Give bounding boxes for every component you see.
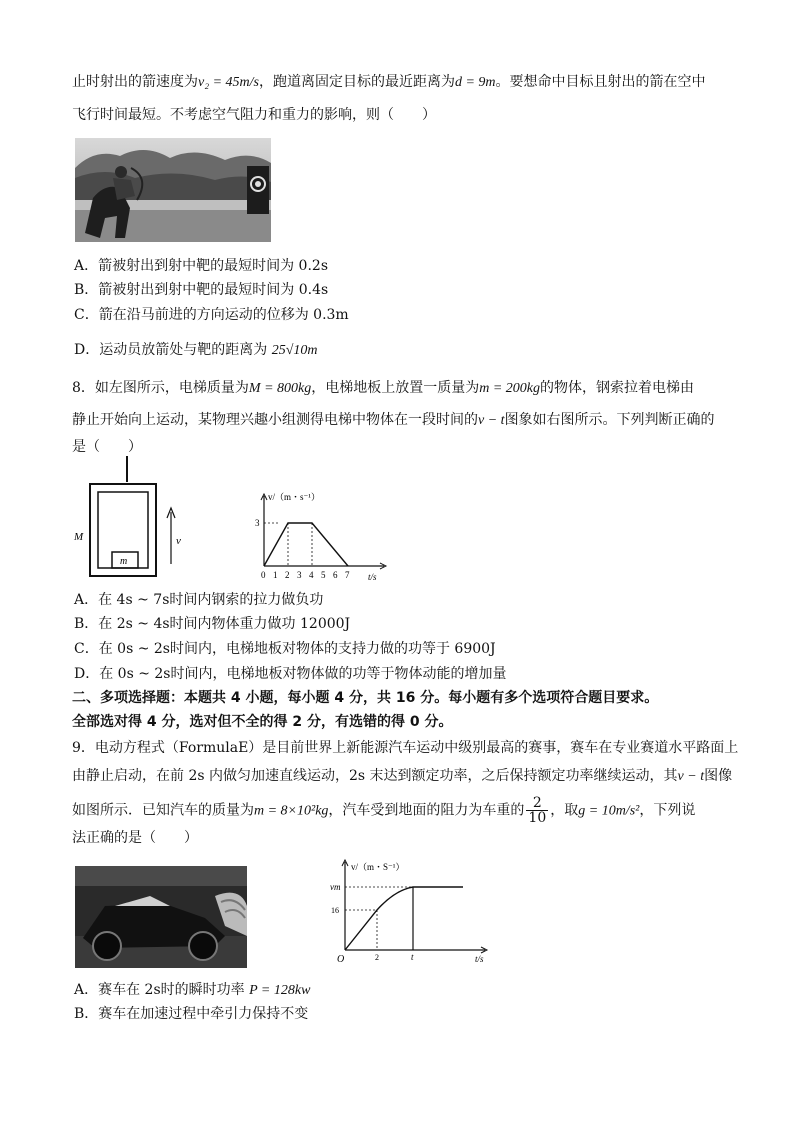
x-tick-6: 6 <box>333 570 338 580</box>
q9-text: 由静止启动，在前 2s 内做匀加速直线运动，2s 末达到额定功率，之后保持额定功率继续运动，其 <box>72 768 678 784</box>
q8-vt: v − t <box>478 413 505 428</box>
x-tick-4: 4 <box>309 570 314 580</box>
y-tick-3: 3 <box>255 518 260 528</box>
q7-option-d-text: D．运动员放箭处与靶的距离为 <box>74 342 268 358</box>
q8-line-1 <box>72 378 694 399</box>
q7-option-b: B．箭被射出到射中靶的最短时间为 0.4s <box>74 282 329 298</box>
q9-option-a <box>74 980 310 1001</box>
q8-vt-chart <box>250 488 390 584</box>
object-label: m <box>120 556 128 567</box>
q8-option-d: D．在 0s ~ 2s时间内，电梯地板对物体做的功等于物体动能的增加量 <box>74 666 507 682</box>
section2-subheading: 全部选对得 4 分，选对但不全的得 2 分，有选错的得 0 分。 <box>72 714 453 730</box>
fraction-denominator: 10 <box>528 810 547 826</box>
q7-text: ，跑道离固定目标的最近距离为 <box>258 74 455 90</box>
y-tick-16: 16 <box>331 906 339 915</box>
q9-text: 图像 <box>704 768 733 784</box>
q7-v2: v₂ = 45m/s <box>198 75 259 90</box>
q7-text: 止时射出的箭速度为 <box>72 74 198 90</box>
q9-line-2 <box>72 766 732 787</box>
archer-photo <box>75 138 271 242</box>
q7-option-d <box>74 340 317 361</box>
origin-label: O <box>337 954 345 965</box>
q9-line-1: 9．电动方程式（FormulaE）是目前世界上新能源汽车运动中级别最高的赛事，赛车在专业赛道水平路面上 <box>72 740 739 756</box>
section2-heading: 二、多项选择题：本题共 4 小题，每小题 4 分，共 16 分。每小题有多个选项符合题目要求。 <box>72 690 659 706</box>
q9-line-4: 法正确的是（ ） <box>72 830 198 846</box>
q9-option-a-expr: P = 128kw <box>249 983 311 998</box>
x-tick-3: 3 <box>297 570 302 580</box>
race-car-photo <box>75 866 247 968</box>
elevator-diagram <box>70 456 200 586</box>
q7-text: 。要想命中目标且射出的箭在空中 <box>495 74 706 90</box>
q9-option-a-text: A．赛车在 2s时的瞬时功率 <box>74 982 245 998</box>
y-axis-label: v/（m・S⁻¹） <box>351 862 405 872</box>
q9-text: ，下列说 <box>639 802 696 819</box>
y-axis-label: v/（m・s⁻¹） <box>268 492 320 502</box>
y-tick-vm: vm <box>330 882 341 892</box>
q9-g: g = 10m/s² <box>578 803 640 819</box>
q8-option-c: C．在 0s ~ 2s时间内，电梯地板对物体的支持力做的功等于 6900J <box>74 641 496 657</box>
x-tick-1: 1 <box>273 570 278 580</box>
x-tick-t: t <box>411 952 414 962</box>
q7-option-c: C．箭在沿马前进的方向运动的位移为 0.3m <box>74 307 349 323</box>
x-tick-0: 0 <box>261 570 266 580</box>
q8-text: 图象如右图所示。下列判断正确的 <box>504 412 715 428</box>
q9-mass: m = 8×10²kg <box>254 803 329 819</box>
x-tick-2: 2 <box>285 570 290 580</box>
x-tick-5: 5 <box>321 570 326 580</box>
q9-text: 如图所示．已知汽车的质量为 <box>72 802 254 819</box>
q9-option-b: B．赛车在加速过程中牵引力保持不变 <box>74 1006 309 1022</box>
q9-line-3 <box>72 796 695 825</box>
q7-option-a: A．箭被射出到射中靶的最短时间为 0.2s <box>74 258 329 274</box>
q8-option-a: A．在 4s ~ 7s时间内钢索的拉力做负功 <box>74 592 324 608</box>
q9-text: ，汽车受到地面的阻力为车重的 <box>328 802 525 819</box>
x-axis-label: t/s <box>368 572 377 582</box>
q8-text: 8．如左图所示，电梯质量为 <box>72 380 249 396</box>
vt-line <box>264 523 348 566</box>
q8-M: M = 800kg <box>248 381 312 396</box>
q9-vt: v − t <box>677 769 705 784</box>
fraction-numerator: 2 <box>526 796 548 811</box>
q8-text: 的物体，钢索拉着电梯由 <box>540 380 695 396</box>
q7-d: d = 9m <box>454 75 496 90</box>
vt-curve <box>345 887 463 950</box>
velocity-label: v <box>176 535 181 547</box>
q8-m: m = 200kg <box>479 381 541 396</box>
q9-vt-chart <box>325 856 495 966</box>
q7-line-1 <box>72 72 706 93</box>
q8-text: ，电梯地板上放置一质量为 <box>311 380 480 396</box>
x-tick-7: 7 <box>345 570 350 580</box>
q9-fraction <box>526 796 548 825</box>
q8-option-b: B．在 2s ~ 4s时间内物体重力做功 12000J <box>74 616 351 632</box>
elevator-label: M <box>74 531 84 543</box>
x-axis-label: t/s <box>475 954 484 964</box>
q8-line-3: 是（ ） <box>72 439 142 455</box>
q7-option-d-value: 25√10m <box>271 343 318 358</box>
x-tick-2: 2 <box>375 953 379 962</box>
q9-text: ，取 <box>550 802 579 819</box>
q8-line-2 <box>72 410 715 431</box>
q8-text: 静止开始向上运动，某物理兴趣小组测得电梯中物体在一段时间的 <box>72 412 478 428</box>
q7-line-2: 飞行时间最短。不考虑空气阻力和重力的影响，则（ ） <box>72 107 436 123</box>
